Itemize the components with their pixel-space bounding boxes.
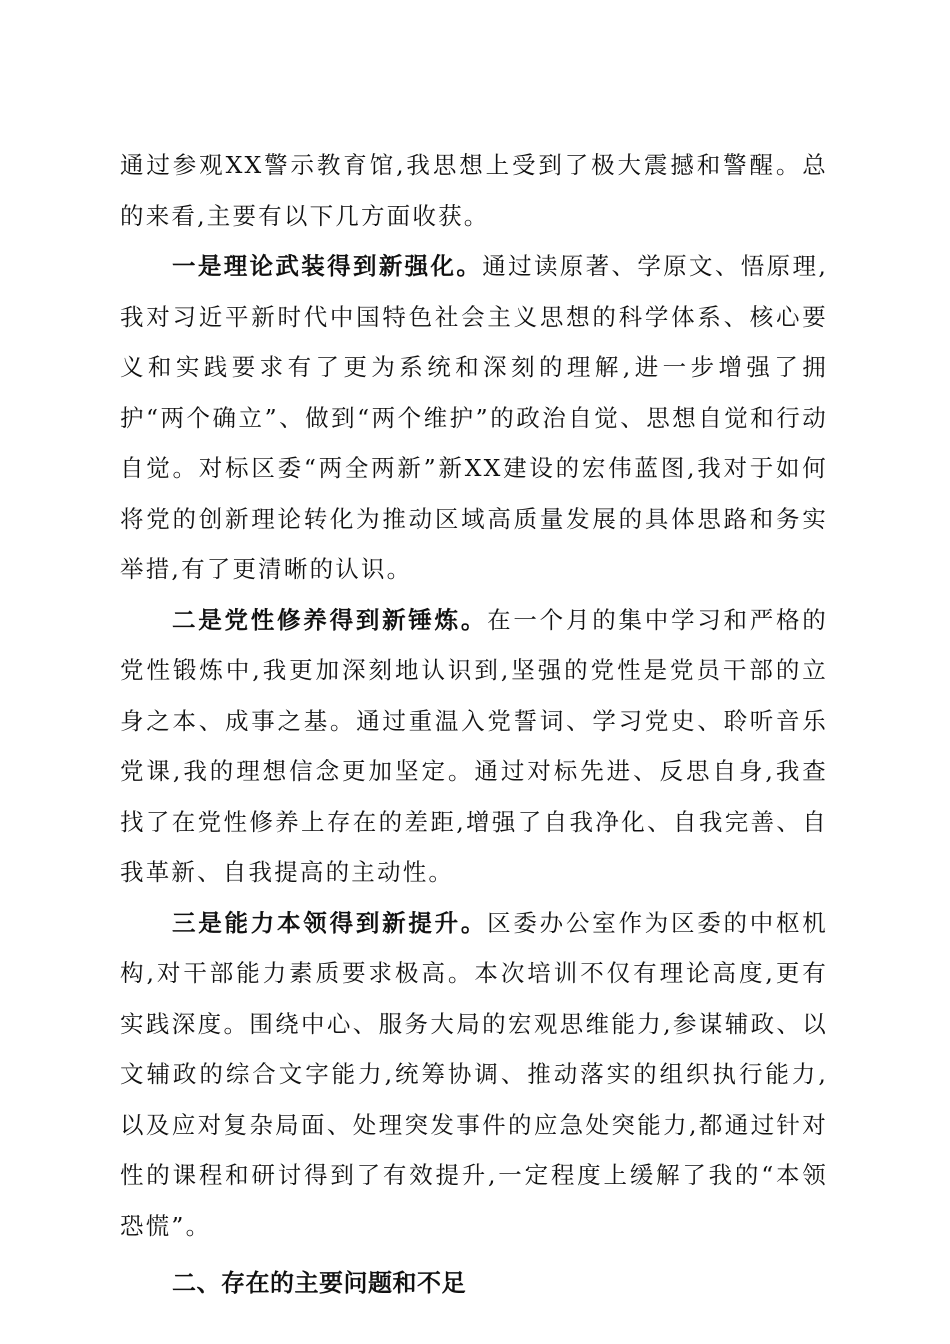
point-two-text: 在一个月的集中学习和严格的党性锻炼中,我更加深刻地认识到,坚强的党性是党员干部的立身之本、成事之基。通过重温入党誓词、学习党史、聆听音乐党课,我的理想信念更加坚定。通过对标先进、反思自身,我查找了在党性修养上存在的差距,增强了自我净化、自我完善、自我革新、自我提高的主动性。 (120, 605, 828, 886)
point-two-lead: 二是党性修养得到新锤炼。 (172, 605, 488, 634)
point-one-text: 通过读原著、学原文、悟原理,我对习近平新时代中国特色社会主义思想的科学体系、核心要义和实践要求有了更为系统和深刻的理解,进一步增强了拥护“两个确立”、做到“两个维护”的政治自觉、思想自觉和行动自觉。对标区委“两全两新”新XX建设的宏伟蓝图,我对于如何将党的创新理论转化为推动区域高质量发展的具体思路和务实举措,有了更清晰的认识。 (120, 252, 828, 583)
point-one-lead: 一是理论武装得到新强化。 (172, 252, 483, 280)
section-heading: 二、存在的主要问题和不足 (172, 1269, 466, 1297)
point-three-paragraph (120, 898, 828, 1252)
point-two-paragraph (120, 595, 828, 898)
point-three-lead: 三是能力本领得到新提升。 (172, 908, 488, 937)
intro-paragraph (120, 140, 828, 241)
point-three-text: 区委办公室作为区委的中枢机构,对干部能力素质要求极高。本次培训不仅有理论高度,更有实践深度。围绕中心、服务大局的宏观思维能力,参谋辅政、以文辅政的综合文字能力,统筹协调、推动落实的组织执行能力,以及应对复杂局面、处理突发事件的应急处突能力,都通过针对性的课程和研讨得到了有效提升,一定程度上缓解了我的“本领恐慌”。 (120, 908, 828, 1240)
document-body (120, 140, 828, 1309)
intro-text: 通过参观XX警示教育馆,我思想上受到了极大震撼和警醒。总的来看,主要有以下几方面收获。 (120, 151, 828, 230)
point-one-paragraph (120, 241, 828, 595)
